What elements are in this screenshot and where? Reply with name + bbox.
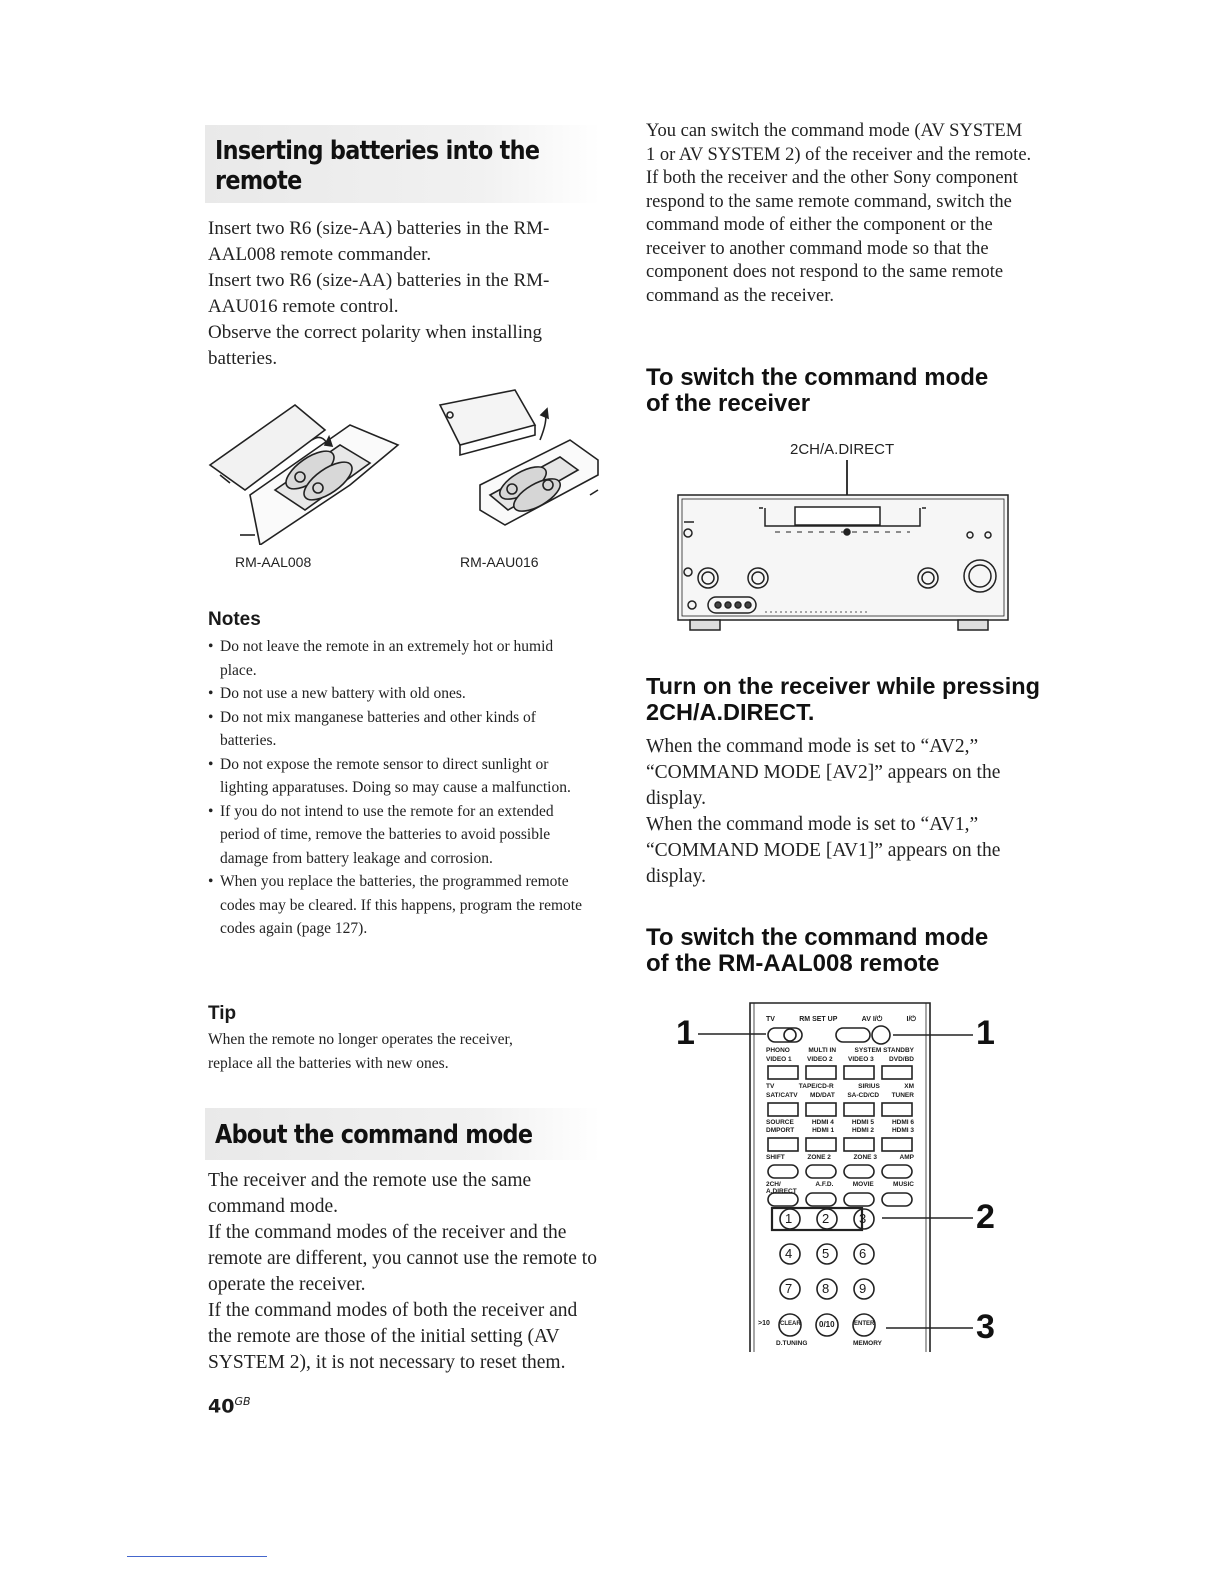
caption-aal008: RM-AAL008 — [235, 554, 312, 570]
subhead-receiver — [646, 365, 988, 417]
tip-text: When the remote no longer operates the receiver, replace all the batteries with new ones. — [208, 1031, 513, 1072]
right-intro: You can switch the command mode (AV SYSTEM 1 or AV SYSTEM 2) of the receiver and the remote. If both the receiver and the other Sony component respond to the same remote command, switch the command mode of either the component or the receiver to another command mode so that the component does not respond to the same remote command as the receiver. — [646, 121, 1032, 306]
key-4: 4 — [785, 1246, 793, 1261]
remote-row4b-labels — [766, 1127, 914, 1134]
heading-line-1: Inserting batteries into the — [215, 136, 540, 166]
remote-label: HDMI 5 — [851, 1119, 874, 1126]
remote-label: TV — [766, 1083, 775, 1090]
list-item: • If you do not intend to use the remote for an extended period of time, remove the batteries to avoid possible damage from battery leakage and corrosion. — [208, 800, 593, 871]
key-0-10: 0/10 — [819, 1320, 835, 1329]
remote-label: MOVIE — [852, 1181, 874, 1188]
remote-label: HDMI 2 — [852, 1127, 875, 1134]
intro-para: Observe the correct polarity when installing batteries. — [208, 322, 542, 369]
remote-label: I/⏻ — [906, 1016, 916, 1023]
remote-label: RM SET UP — [799, 1016, 838, 1023]
remote-label: 2CH/ A.DIRECT — [766, 1181, 797, 1195]
remote-label: ZONE 2 — [807, 1154, 831, 1161]
label-d-tuning: D.TUNING — [776, 1340, 808, 1347]
key-7: 7 — [785, 1281, 793, 1296]
tip-title: Tip — [208, 1003, 237, 1024]
remote-label: VIDEO 1 — [766, 1056, 792, 1063]
remote-label: HDMI 3 — [891, 1127, 914, 1134]
page-number-suffix: GB — [234, 1395, 251, 1408]
remote-label: SA-CD/CD — [847, 1092, 880, 1099]
remote-label: SHIFT — [766, 1154, 785, 1161]
remote-label: ZONE 3 — [853, 1154, 877, 1161]
list-item: • Do not expose the remote sensor to direct sunlight or lighting apparatuses. Doing so may cause a malfunction. — [208, 753, 593, 800]
remote-label: AV I/⏻ — [861, 1016, 883, 1023]
remote-label: SOURCE — [766, 1119, 794, 1126]
list-item: • Do not leave the remote in an extremely hot or humid place. — [208, 635, 593, 682]
receiver-button-label: 2CH/A.DIRECT — [790, 441, 895, 458]
remote-row2b-labels — [766, 1056, 914, 1063]
notes-list — [208, 635, 593, 941]
remote-label: SIRIUS — [858, 1083, 880, 1090]
remote-label: HDMI 6 — [891, 1119, 914, 1126]
intro-para: Insert two R6 (size-AA) batteries in the RM-AAL008 remote commander. — [208, 218, 550, 265]
key-enter: ENTER — [854, 1321, 875, 1327]
command-mode-para: If the command modes of both the receiver and the remote are those of the initial setting (AV SYSTEM 2), it is not necessary to reset them. — [208, 1300, 578, 1373]
step-para: When the command mode is set to “AV1,” “COMMAND MODE [AV1]” appears on the display. — [646, 814, 1001, 887]
remote-label: MUSIC — [893, 1181, 914, 1188]
remote-label: TV — [766, 1016, 775, 1023]
key-8: 8 — [822, 1281, 830, 1296]
remote-label: MD/DAT — [810, 1092, 835, 1099]
command-mode-text — [208, 1168, 598, 1376]
remote-row6-labels — [766, 1181, 914, 1195]
key-1: 1 — [785, 1211, 793, 1226]
subhead-line: To switch the command mode — [646, 364, 989, 391]
key-9: 9 — [859, 1281, 867, 1296]
caption-aau016: RM-AAU016 — [460, 554, 539, 570]
remote-label: DMPORT — [766, 1127, 795, 1134]
remote-label: MULTI IN — [808, 1047, 837, 1054]
receiver-illustration — [670, 460, 1015, 636]
remote-label: TAPE/CD-R — [798, 1083, 834, 1090]
intro-para: Insert two R6 (size-AA) batteries in the RM-AAU016 remote control. — [208, 270, 550, 317]
subhead-line: To switch the command mode — [646, 924, 989, 951]
heading-command-mode: About the command mode — [215, 1120, 533, 1150]
remote-row3-labels — [766, 1083, 914, 1090]
callout-2: 2 — [976, 1198, 995, 1236]
key-2: 2 — [822, 1211, 830, 1226]
remote-label: AMP — [899, 1154, 914, 1161]
list-item: • Do not mix manganese batteries and other kinds of batteries. — [208, 706, 593, 753]
callout-1-left: 1 — [676, 1014, 695, 1052]
remote-row1-labels — [766, 1016, 916, 1024]
command-mode-para: The receiver and the remote use the same command mode. — [208, 1170, 532, 1217]
batteries-intro — [208, 216, 596, 372]
step-heading-line: Turn on the receiver while pressing — [646, 673, 1040, 699]
footer-rule — [127, 1556, 267, 1557]
subhead-remote — [646, 925, 988, 977]
remote-label: VIDEO 3 — [848, 1056, 874, 1063]
remote-label: PHONO — [766, 1047, 790, 1054]
battery-illustration-aal008 — [200, 385, 400, 545]
key-3: 3 — [859, 1211, 867, 1226]
command-mode-para: If the command modes of the receiver and the remote are different, you cannot use the remote to operate the receiver. — [208, 1222, 597, 1295]
callout-1-right: 1 — [976, 1014, 995, 1052]
key-greater-10: >10 — [758, 1320, 770, 1327]
notes-title: Notes — [208, 609, 261, 630]
page-number — [208, 1395, 251, 1417]
remote-label: HDMI 1 — [812, 1127, 835, 1134]
remote-row5-labels — [766, 1154, 914, 1161]
key-clear: CLEAR — [780, 1321, 801, 1327]
remote-label: DVD/BD — [889, 1056, 914, 1063]
remote-row4-labels — [766, 1119, 914, 1126]
subhead-line: of the receiver — [646, 390, 811, 417]
label-memory: MEMORY — [853, 1340, 883, 1347]
step-heading — [646, 673, 1040, 725]
heading-line-2: remote — [215, 166, 302, 196]
list-item: • Do not use a new battery with old ones. — [208, 682, 593, 706]
remote-label: XM — [904, 1083, 914, 1090]
step-para: When the command mode is set to “AV2,” “COMMAND MODE [AV2]” appears on the display. — [646, 736, 1001, 809]
remote-label: VIDEO 2 — [807, 1056, 833, 1063]
key-6: 6 — [859, 1246, 867, 1261]
subhead-line: of the RM-AAL008 remote — [646, 950, 940, 977]
remote-row2-labels — [766, 1047, 914, 1054]
list-item: • When you replace the batteries, the programmed remote codes may be cleared. If this happens, program the remote codes again (page 127). — [208, 870, 593, 941]
section-heading-command-mode — [205, 1108, 600, 1160]
remote-label: HDMI 4 — [811, 1119, 834, 1126]
remote-label: SAT/CATV — [766, 1092, 798, 1099]
remote-label: TUNER — [891, 1092, 914, 1099]
key-5: 5 — [822, 1246, 830, 1261]
remote-row3b-labels — [766, 1092, 914, 1099]
battery-illustration-aau016 — [420, 385, 600, 545]
remote-label: A.F.D. — [815, 1181, 834, 1188]
callout-3: 3 — [976, 1308, 995, 1346]
page-number-value: 40 — [208, 1395, 235, 1418]
step-heading-line: 2CH/A.DIRECT. — [646, 699, 815, 725]
remote-illustration — [668, 998, 1008, 1352]
remote-label: SYSTEM STANDBY — [854, 1047, 914, 1054]
section-heading-batteries — [205, 125, 600, 203]
step-text — [646, 734, 1031, 890]
